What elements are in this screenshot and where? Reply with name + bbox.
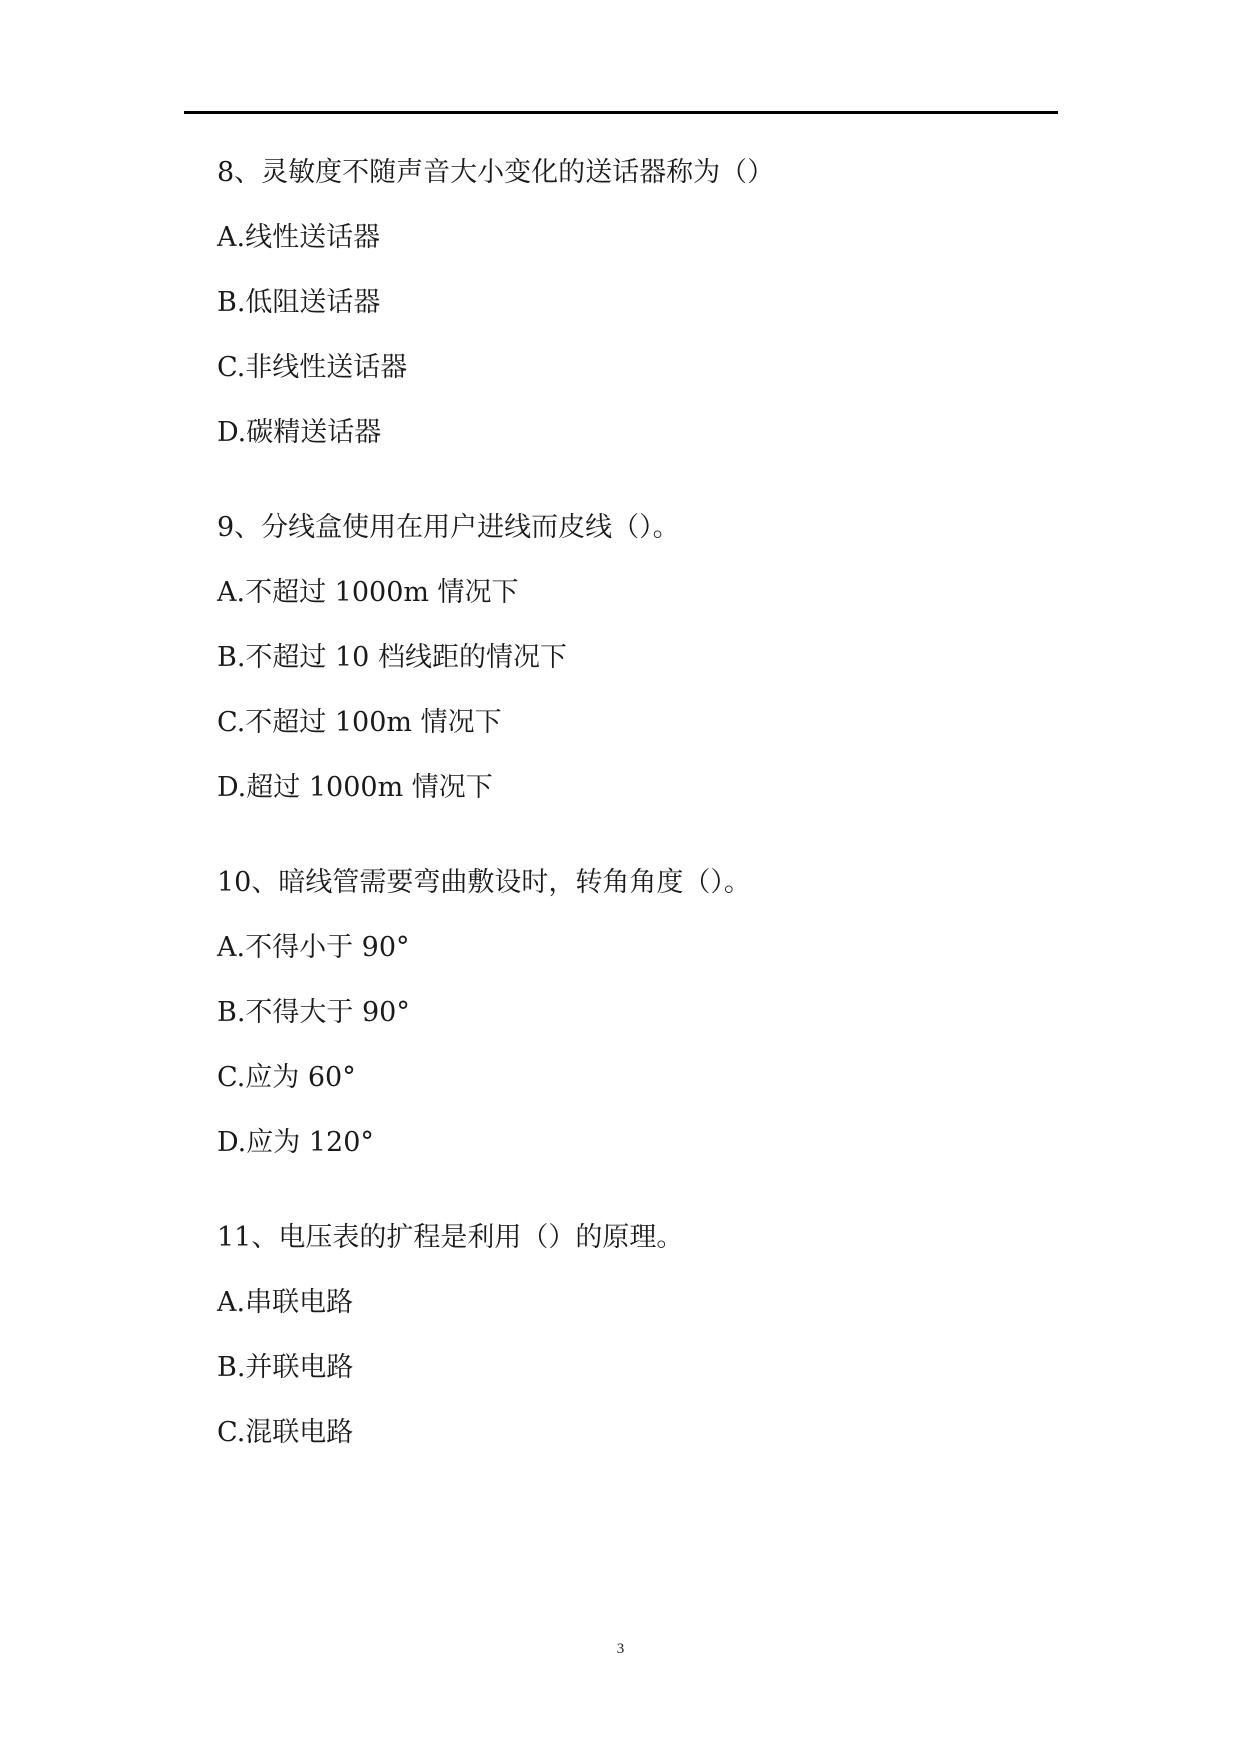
option-b: B.低阻送话器 (217, 287, 381, 318)
page-number: 3 (616, 1641, 625, 1657)
question-11 (217, 1223, 1057, 1448)
option-b: B.不超过 10 档线距的情况下 (217, 642, 567, 673)
question-list (217, 158, 1057, 1513)
header-rule (184, 111, 1058, 114)
question-stem: 8、灵敏度不随声音大小变化的送话器称为（） (217, 157, 775, 188)
option-d: D.应为 120° (217, 1127, 374, 1158)
question-stem: 9、分线盒使用在用户进线而皮线（）。 (217, 512, 680, 543)
option-a: A.不得小于 90° (217, 932, 410, 963)
option-d: D.碳精送话器 (217, 417, 382, 448)
option-b: B.并联电路 (217, 1352, 354, 1383)
option-a: A.线性送话器 (217, 222, 381, 253)
option-c: C.应为 60° (217, 1062, 356, 1093)
option-c: C.不超过 100m 情况下 (217, 707, 502, 738)
option-a: A.串联电路 (217, 1287, 354, 1318)
question-stem: 11、电压表的扩程是利用（）的原理。 (217, 1222, 684, 1253)
option-a: A.不超过 1000m 情况下 (217, 577, 519, 608)
option-c: C.混联电路 (217, 1417, 354, 1448)
option-d: D.超过 1000m 情况下 (217, 772, 493, 803)
option-b: B.不得大于 90° (217, 997, 410, 1028)
question-stem: 10、暗线管需要弯曲敷设时，转角角度（）。 (217, 867, 751, 898)
option-c: C.非线性送话器 (217, 352, 408, 383)
question-9 (217, 513, 1057, 803)
question-8 (217, 158, 1057, 448)
question-10 (217, 868, 1057, 1158)
